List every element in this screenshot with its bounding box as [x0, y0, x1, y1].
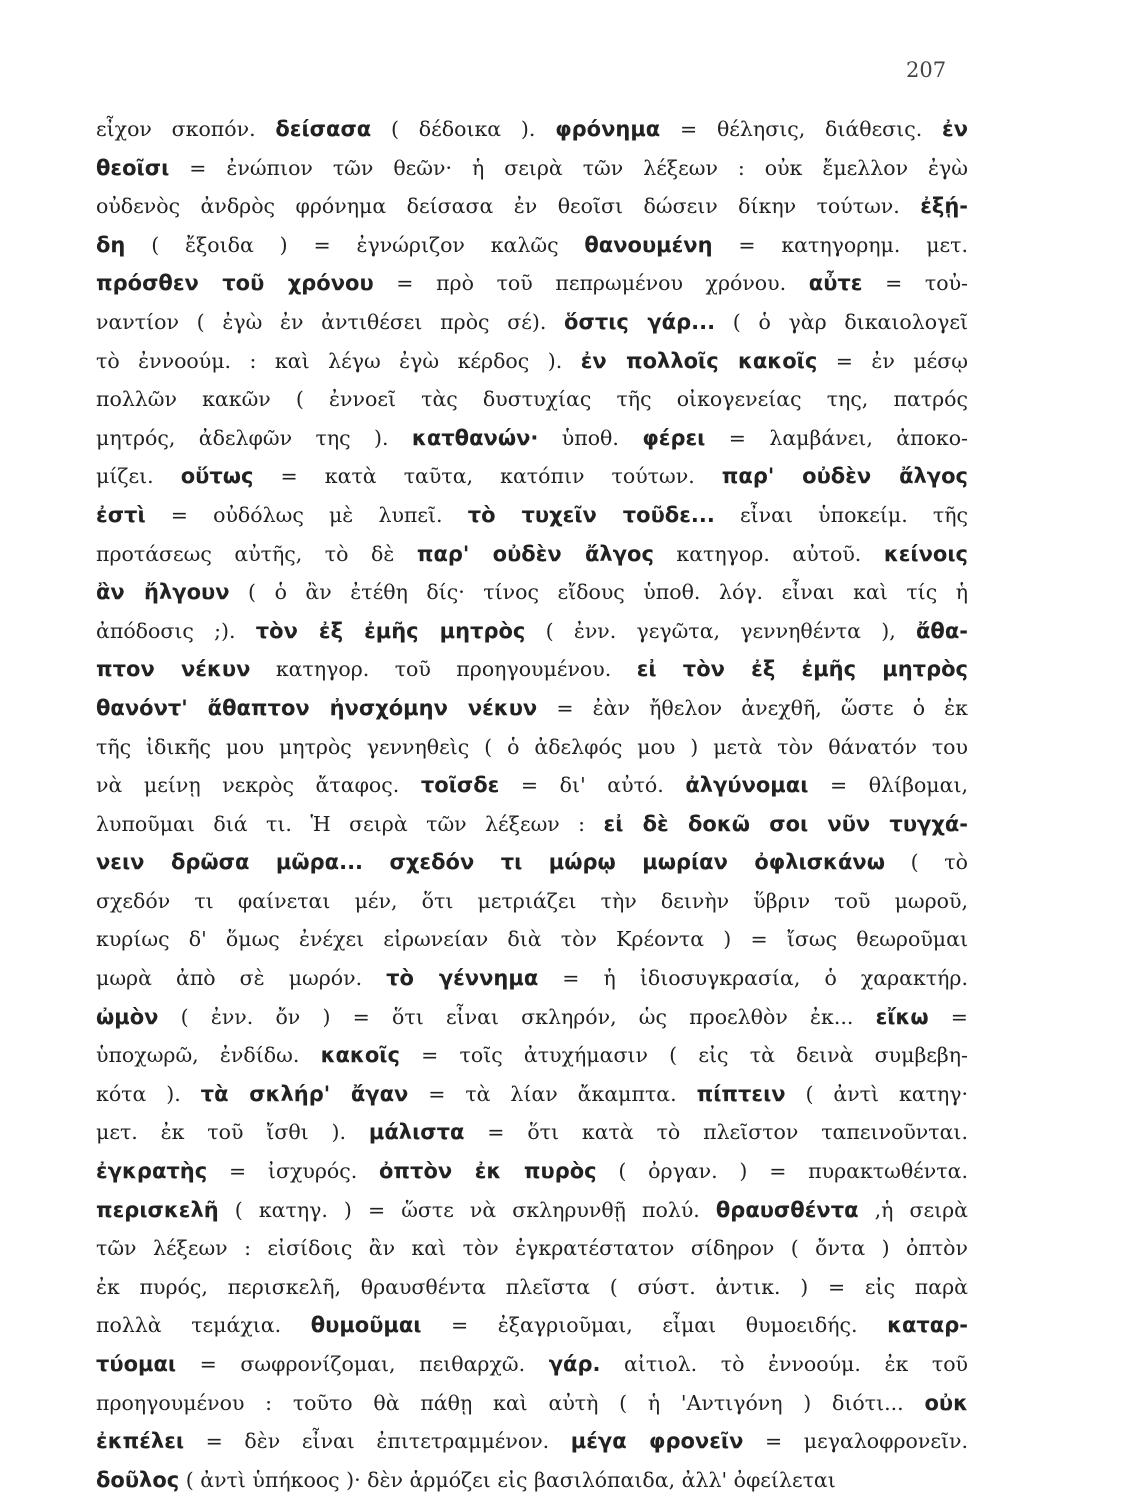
lemma-term: παρ' οὐδὲν ἄλγος — [416, 541, 654, 566]
gloss-text: ( ὀργαν. ) = πυρακτωθέντα. — [596, 1159, 968, 1184]
text-line — [96, 380, 968, 419]
lemma-term: τὸ γέννημα — [386, 966, 539, 991]
lemma-term: ὠμὸν — [96, 1004, 159, 1029]
text-line — [96, 920, 968, 959]
gloss-text: ( ἔξοιδα ) = ἐγνώριζον καλῶς — [125, 232, 585, 257]
gloss-text: = ἐν μέσῳ — [817, 348, 969, 373]
lemma-term: ἄθα- — [916, 618, 968, 643]
gloss-text: = θλίβομαι, — [808, 773, 969, 798]
lemma-term: δοῦλος — [96, 1467, 180, 1492]
text-line — [96, 110, 968, 149]
lemma-term: φέρει — [642, 425, 706, 450]
lemma-term: κατθανών· — [411, 425, 539, 450]
gloss-text: νὰ μείνῃ νεκρὸς ἄταφος. — [96, 773, 421, 798]
lemma-term: θανόντ' ἄθαπτον ἠνσχόμην νέκυν — [96, 695, 538, 720]
lemma-term: τύομαι — [96, 1352, 177, 1376]
gloss-text: = πρὸ τοῦ πεπρωμένου χρόνου. — [373, 271, 809, 296]
gloss-text: μητρός, ἀδελφῶν της ). — [96, 425, 412, 450]
page-number: 207 — [906, 58, 947, 82]
text-line — [96, 1461, 968, 1500]
commentary-text — [96, 110, 968, 1499]
gloss-text: = οὐδόλως μὲ λυπεῖ. — [145, 502, 468, 527]
lemma-term: φρόνημα — [555, 117, 661, 141]
gloss-text: ( ἀντὶ ὑπήκοος )· δὲν ἁρμόζει εἰς βασιλόπαιδα, ἀλλ' ὀφείλεται — [179, 1467, 836, 1492]
lemma-term: θραυσθέντα — [715, 1197, 859, 1222]
gloss-text: = κατηγορημ. μετ. — [712, 232, 968, 257]
gloss-text: = τοὐ- — [862, 271, 968, 296]
text-line — [96, 342, 968, 381]
lemma-term: περισκελῆ — [96, 1197, 219, 1222]
text-line — [96, 573, 968, 612]
gloss-text: κότα ). — [96, 1081, 201, 1106]
lemma-term: οὐκ — [924, 1390, 968, 1415]
text-line — [96, 419, 968, 458]
lemma-term: ἐν πολλοῖς κακοῖς — [580, 348, 818, 373]
lemma-term: ἀλγύνομαι — [685, 773, 809, 798]
gloss-text: μωρὰ ἀπὸ σὲ μωρόν. — [96, 966, 387, 991]
lemma-term: οὕτως — [180, 464, 254, 489]
gloss-text: ἀπόδοσις ;). — [96, 618, 256, 643]
lemma-term: δη — [96, 232, 126, 257]
text-line — [96, 1268, 968, 1307]
gloss-text: ( ὁ ἂν ἐτέθη δίς· τίνος εἴδους ὑποθ. λόγ. εἶναι καὶ τίς ἡ — [229, 580, 968, 605]
lemma-term: νειν δρῶσα μῶρα... σχεδόν τι μώρῳ μωρίαν ὀφλισκάνω — [96, 850, 885, 875]
lemma-term: τὰ σκλήρ' ἄγαν — [200, 1081, 409, 1106]
gloss-text: ( τὸ — [884, 850, 968, 875]
gloss-text: = ἰσχυρός. — [207, 1159, 379, 1184]
gloss-text: πολλὰ τεμάχια. — [96, 1313, 311, 1338]
lemma-term: κακοῖς — [320, 1043, 400, 1068]
lemma-term: ἐκπέλει — [96, 1429, 185, 1454]
lemma-term: τὸν ἐξ ἐμῆς μητρὸς — [255, 618, 526, 643]
lemma-term: τὸ τυχεῖν τοῦδε... — [467, 502, 715, 527]
gloss-text: = ἡ ἰδιοσυγκρασία, ὁ χαρακτήρ. — [538, 966, 968, 991]
gloss-text: ἐκ πυρός, περισκελῆ, θραυσθέντα πλεῖστα ( σύστ. ἀντικ. ) = εἰς παρὰ — [96, 1274, 968, 1299]
text-line — [96, 457, 968, 496]
gloss-text: προτάσεως αὐτῆς, τὸ δὲ — [96, 541, 417, 566]
gloss-text: τῶν λέξεων : εἰσίδοις ἂν καὶ τὸν ἐγκρατέστατον σίδηρον ( ὄντα ) ὀπτὸν — [96, 1236, 968, 1261]
text-line — [96, 805, 968, 844]
text-line — [96, 612, 968, 651]
text-line — [96, 226, 968, 265]
gloss-text: ναντίον ( ἐγὼ ἐν ἀντιθέσει πρὸς σέ). — [96, 309, 565, 334]
lemma-term: ὀπτὸν ἐκ πυρὸς — [379, 1159, 597, 1184]
gloss-text: ( δέδοικα ). — [371, 117, 556, 141]
gloss-text: ( κατηγ. ) = ὥστε νὰ σκληρυνθῇ πολύ. — [218, 1197, 716, 1222]
gloss-text: μετ. ἐκ τοῦ ἴσθι ). — [96, 1120, 369, 1145]
gloss-text: κατηγορ. τοῦ προηγουμένου. — [250, 657, 637, 682]
lemma-term: ἐστὶ — [96, 502, 146, 527]
text-line — [96, 496, 968, 535]
text-line — [96, 1306, 968, 1345]
gloss-text: = ἐνώπιον τῶν θεῶν· ἡ σειρὰ τῶν λέξεων : οὐκ ἔμελλον ἐγὼ — [169, 155, 968, 180]
lemma-term: ἐγκρατὴς — [96, 1159, 208, 1184]
gloss-text: ὑποχωρῶ, ἐνδίδω. — [96, 1043, 321, 1068]
gloss-text: = ὅτι κατὰ τὸ πλεῖστον ταπεινοῦνται. — [464, 1120, 968, 1145]
text-line — [96, 728, 968, 767]
lemma-term: γάρ. — [548, 1352, 601, 1376]
lemma-term: πτον νέκυν — [96, 657, 251, 682]
lemma-term: τοῖσδε — [420, 773, 500, 798]
lemma-term: θυμοῦμαι — [310, 1313, 422, 1338]
gloss-text: λυποῦμαι διά τι. Ἡ σειρὰ τῶν λέξεων : — [96, 811, 604, 836]
gloss-text: = θέλησις, διάθεσις. — [660, 117, 942, 141]
text-line — [96, 1422, 968, 1461]
gloss-text: = — [928, 1004, 968, 1029]
text-line — [96, 187, 968, 226]
gloss-text: = τοῖς ἀτυχήμασιν ( εἰς τὰ δεινὰ συμβεβη- — [399, 1043, 968, 1068]
lemma-term: εἰ δὲ δοκῶ σοι νῦν τυγχά- — [603, 811, 969, 836]
gloss-text: τῆς ἰδικῆς μου μητρὸς γεννηθεὶς ( ὁ ἀδελφός μου ) μετὰ τὸν θάνατόν του — [96, 734, 968, 759]
lemma-term: πρόσθεν τοῦ χρόνου — [96, 271, 374, 296]
gloss-text: = λαμβάνει, ἀποκο- — [705, 425, 968, 450]
text-line — [96, 303, 968, 342]
lemma-term: παρ' οὐδὲν ἄλγος — [721, 464, 968, 489]
lemma-term: θεοῖσι — [96, 155, 170, 180]
text-line — [96, 1384, 968, 1423]
lemma-term: καταρ- — [887, 1313, 968, 1338]
gloss-text: = μεγαλοφρονεῖν. — [743, 1429, 968, 1454]
gloss-text: ( ἀντὶ κατηγ· — [785, 1081, 969, 1106]
gloss-text: πολλῶν κακῶν ( ἐννοεῖ τὰς δυστυχίας τῆς οἰκογενείας της, πατρός — [96, 387, 968, 412]
gloss-text: = κατὰ ταῦτα, κατόπιν τούτων. — [253, 464, 722, 489]
text-line — [96, 149, 968, 188]
text-line — [96, 766, 968, 805]
gloss-text: = τὰ λίαν ἄκαμπτα. — [408, 1081, 697, 1106]
text-line — [96, 535, 968, 574]
lemma-term: ἐν — [942, 117, 968, 141]
text-line — [96, 1191, 968, 1230]
text-line — [96, 998, 968, 1037]
text-line — [96, 1345, 968, 1384]
lemma-term: ἐξῄ- — [920, 194, 968, 219]
lemma-term: πίπτειν — [696, 1081, 786, 1106]
gloss-text: προηγουμένου : τοῦτο θὰ πάθῃ καὶ αὐτὴ ( ἡ 'Αντιγόνη ) διότι... — [96, 1390, 925, 1415]
gloss-text: σχεδόν τι φαίνεται μέν, ὅτι μετριάζει τὴν δεινὴν ὕβριν τοῦ μωροῦ, — [96, 888, 968, 913]
lemma-term: ἂν ἤλγουν — [96, 580, 230, 605]
gloss-text: αἰτιολ. τὸ ἐννοούμ. ἐκ τοῦ — [600, 1352, 969, 1376]
text-line — [96, 1229, 968, 1268]
text-line — [96, 882, 968, 921]
lemma-term: μέγα φρονεῖν — [570, 1429, 744, 1454]
lemma-term: αὖτε — [808, 271, 863, 296]
gloss-text: ,ἡ σειρὰ — [858, 1197, 968, 1222]
text-line — [96, 843, 968, 882]
gloss-text: ὑποθ. — [538, 425, 643, 450]
text-line — [96, 1152, 968, 1191]
text-line — [96, 1075, 968, 1114]
lemma-term: θανουμένη — [584, 232, 713, 257]
gloss-text: εἶναι ὑποκείμ. τῆς — [714, 502, 968, 527]
lemma-term: ὅστις γάρ... — [564, 309, 716, 334]
text-line — [96, 264, 968, 303]
lemma-term: κείνοις — [883, 541, 968, 566]
text-line — [96, 689, 968, 728]
text-line — [96, 650, 968, 689]
gloss-text: = δὲν εἶναι ἐπιτετραμμένον. — [184, 1429, 571, 1454]
gloss-text: ( ὁ γὰρ δικαιολογεῖ — [715, 309, 968, 334]
text-line — [96, 959, 968, 998]
lemma-term: εἴκω — [875, 1004, 929, 1029]
gloss-text: κατηγορ. αὐτοῦ. — [653, 541, 884, 566]
text-line — [96, 1036, 968, 1075]
gloss-text: ( ἐνν. γεγῶτα, γεννηθέντα ), — [525, 618, 916, 643]
gloss-text: τὸ ἐννοούμ. : καὶ λέγω ἐγὼ κέρδος ). — [96, 348, 581, 373]
gloss-text: = ἐὰν ἤθελον ἀνεχθῆ, ὥστε ὁ ἐκ — [537, 695, 968, 720]
gloss-text: μίζει. — [96, 464, 181, 489]
gloss-text: = δι' αὐτό. — [499, 773, 686, 798]
gloss-text: = σωφρονίζομαι, πειθαρχῶ. — [176, 1352, 549, 1376]
text-line — [96, 1113, 968, 1152]
gloss-text: κυρίως δ' ὅμως ἐνέχει εἰρωνείαν διὰ τὸν Κρέοντα ) = ἴσως θεωροῦμαι — [96, 927, 968, 952]
gloss-text: = ἐξαγριοῦμαι, εἶμαι θυμοειδής. — [421, 1313, 888, 1338]
lemma-term: εἰ τὸν ἐξ ἐμῆς μητρὸς — [636, 657, 968, 682]
gloss-text: ( ἐνν. ὄν ) = ὅτι εἶναι σκληρόν, ὡς προελθὸν ἐκ... — [158, 1004, 876, 1029]
gloss-text: οὐδενὸς ἀνδρὸς φρόνημα δείσασα ἐν θεοῖσι δώσειν δίκην τούτων. — [96, 194, 921, 219]
lemma-term: μάλιστα — [368, 1120, 465, 1145]
gloss-text: εἶχον σκοπόν. — [96, 117, 276, 141]
lemma-term: δείσασα — [275, 117, 372, 141]
